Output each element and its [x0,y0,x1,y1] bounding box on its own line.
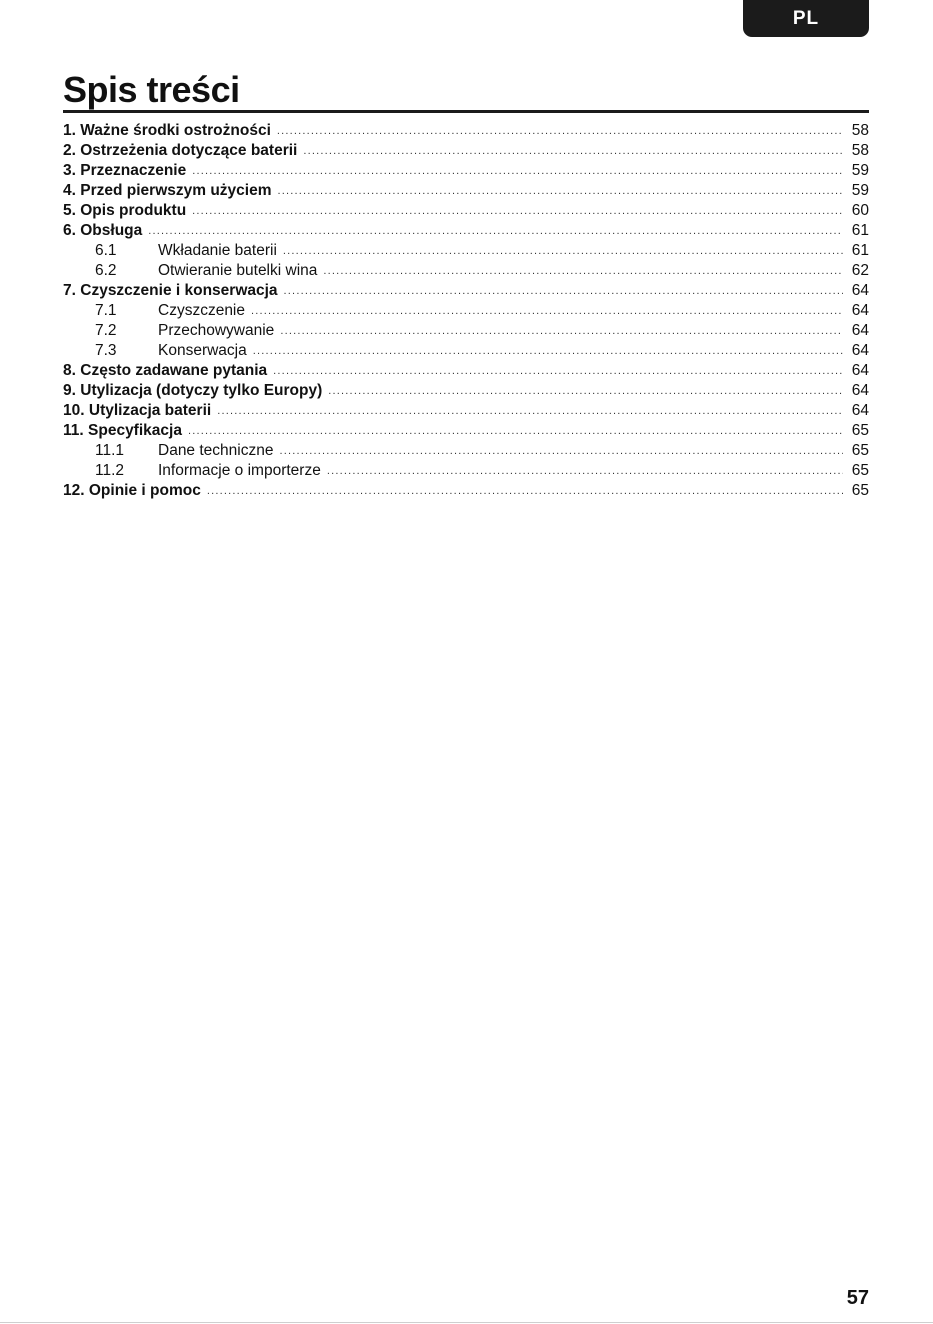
toc-subentry[interactable] [63,301,869,321]
toc-entry-title: Konserwacja [158,342,247,359]
language-badge: PL [743,0,869,37]
toc-entry-title: Obsługa [80,222,143,239]
toc-entry-number: 3. [63,162,76,179]
toc-entry[interactable] [63,361,869,381]
toc-entry-title: Otwieranie butelki wina [158,262,318,279]
toc-dot-leader [277,121,843,141]
toc-dot-leader [273,361,843,381]
toc-entry-title: Przeznaczenie [80,162,187,179]
toc-entry[interactable] [63,381,869,401]
toc-dot-leader [251,301,843,321]
toc-entry-number: 11. [63,422,84,439]
toc-entry-page: 65 [851,442,869,459]
toc-entry-number: 5. [63,202,76,219]
toc-entry-title: Ważne środki ostrożności [80,122,271,139]
toc-entry-title: Utylizacja (dotyczy tylko Europy) [80,382,323,399]
toc-entry-label [63,221,142,241]
title-underline [63,110,869,113]
toc-entry-number: 6.2 [95,262,117,279]
toc-entry-label [63,321,274,341]
toc-entry-title: Przechowywanie [158,322,275,339]
toc-entry-page: 64 [851,322,869,339]
toc-entry-number: 2. [63,142,76,159]
toc-dot-leader [188,421,843,441]
toc-entry-label [63,201,186,221]
toc-entry[interactable] [63,221,869,241]
table-of-contents [63,121,869,501]
toc-entry-page: 59 [851,162,869,179]
toc-entry-title: Często zadawane pytania [80,362,268,379]
toc-entry-title: Dane techniczne [158,442,274,459]
toc-entry-label [63,241,277,261]
toc-entry-page: 64 [851,302,869,319]
toc-entry-number: 11.2 [95,462,125,479]
toc-entry-title: Utylizacja baterii [88,402,212,419]
toc-entry-title: Opinie i pomoc [88,482,201,499]
toc-entry[interactable] [63,481,869,501]
toc-entry-page: 58 [851,142,869,159]
toc-entry[interactable] [63,141,869,161]
toc-entry-title: Ostrzeżenia dotyczące baterii [80,142,298,159]
toc-entry-label [63,441,273,461]
toc-dot-leader [192,161,843,181]
toc-entry-label [63,361,267,381]
toc-entry-number: 9. [63,382,76,399]
toc-dot-leader [279,441,843,461]
toc-dot-leader [253,341,843,361]
toc-entry-title: Czyszczenie [158,302,245,319]
toc-entry-number: 7.1 [95,302,117,319]
toc-entry-title: Opis produktu [80,202,187,219]
page-title: Spis treści [63,69,240,110]
toc-subentry[interactable] [63,441,869,461]
toc-entry-page: 60 [851,202,869,219]
toc-entry-page: 61 [851,222,869,239]
toc-entry-page: 59 [851,182,869,199]
toc-entry[interactable] [63,161,869,181]
toc-entry-title: Specyfikacja [88,422,182,439]
toc-entry-page: 64 [851,282,869,299]
toc-entry-page: 62 [851,262,869,279]
toc-entry-label [63,421,182,441]
toc-entry[interactable] [63,121,869,141]
toc-entry-label [63,161,186,181]
toc-entry-number: 11.1 [95,442,125,459]
toc-dot-leader [192,201,843,221]
toc-entry-label [63,301,245,321]
toc-entry-title: Informacje o importerze [158,462,321,479]
toc-entry-title: Wkładanie baterii [158,242,277,259]
toc-entry[interactable] [63,421,869,441]
toc-entry-label [63,141,297,161]
toc-entry-label [63,401,211,421]
toc-entry-number: 10. [63,402,85,419]
toc-entry-page: 64 [851,362,869,379]
toc-entry-page: 58 [851,122,869,139]
toc-entry-label [63,481,201,501]
toc-entry[interactable] [63,281,869,301]
toc-entry-page: 64 [851,382,869,399]
toc-entry-number: 7.3 [95,342,117,359]
toc-entry-number: 12. [63,482,85,499]
toc-entry-number: 6.1 [95,242,117,259]
toc-entry-label [63,181,272,201]
toc-entry-title: Czyszczenie i konserwacja [80,282,278,299]
toc-dot-leader [284,281,843,301]
toc-entry-label [63,121,271,141]
toc-entry[interactable] [63,401,869,421]
toc-entry-number: 7. [63,282,76,299]
toc-entry-page: 64 [851,402,869,419]
toc-entry-number: 8. [63,362,76,379]
toc-entry-page: 65 [851,462,869,479]
toc-dot-leader [328,381,843,401]
toc-dot-leader [217,401,843,421]
toc-entry[interactable] [63,181,869,201]
toc-dot-leader [283,241,843,261]
toc-entry-label [63,461,321,481]
toc-entry-number: 1. [63,122,76,139]
toc-subentry[interactable] [63,341,869,361]
toc-entry-number: 7.2 [95,322,117,339]
toc-dot-leader [327,461,843,481]
toc-subentry[interactable] [63,261,869,281]
toc-entry-label [63,341,247,361]
toc-dot-leader [280,321,843,341]
toc-entry-label [63,381,322,401]
toc-entry[interactable] [63,201,869,221]
toc-dot-leader [207,481,843,501]
toc-dot-leader [323,261,843,281]
toc-dot-leader [148,221,843,241]
toc-entry-page: 65 [851,422,869,439]
toc-entry-title: Przed pierwszym użyciem [80,182,272,199]
page-number: 57 [846,1287,869,1309]
toc-subentry[interactable] [63,321,869,341]
toc-entry-label [63,261,317,281]
toc-entry-number: 4. [63,182,76,199]
toc-entry-page: 65 [851,482,869,499]
toc-entry-page: 61 [851,242,869,259]
toc-subentry[interactable] [63,461,869,481]
toc-entry-page: 64 [851,342,869,359]
toc-entry-number: 6. [63,222,76,239]
bottom-divider [0,1322,933,1323]
toc-dot-leader [278,181,844,201]
toc-dot-leader [303,141,843,161]
toc-subentry[interactable] [63,241,869,261]
toc-entry-label [63,281,278,301]
